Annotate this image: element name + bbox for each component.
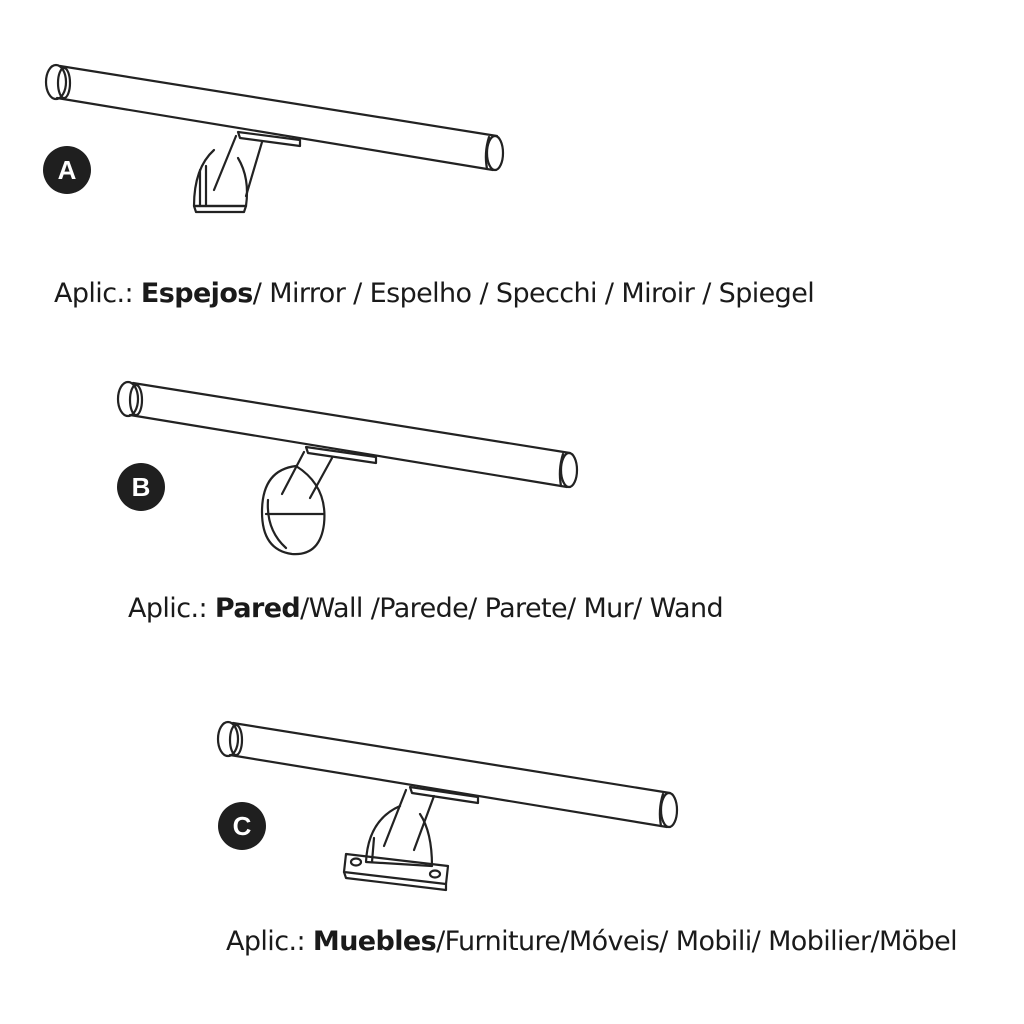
lamp-c-furniture-mount [218, 722, 677, 890]
lamp-b-left-cap [118, 382, 138, 416]
option-c-badge: C [218, 802, 266, 850]
option-b-caption [128, 593, 723, 624]
option-c-caption-prefix: Aplic.: [226, 926, 305, 957]
option-c-primary-application: Muebles [312, 926, 437, 957]
lamp-c-right-cap [661, 793, 677, 827]
option-a-primary-application: Espejos [140, 278, 253, 309]
option-b-translations: /Wall /Parede/ Parete/ Mur/ Wand [300, 593, 723, 624]
lamp-a-tube [57, 66, 497, 170]
option-a-caption-prefix: Aplic.: [54, 278, 133, 309]
option-a-badge: A [43, 146, 91, 194]
option-b-badge: B [117, 463, 165, 511]
option-a-translations: / Mirror / Espelho / Specchi / Miroir / Spiegel [252, 278, 815, 309]
option-c-translations: /Furniture/Móveis/ Mobili/ Mobilier/Möbel [436, 926, 958, 957]
lamp-a-arm [214, 136, 262, 196]
lamp-b-tube [130, 383, 570, 487]
lamp-a-clip [194, 150, 247, 206]
lamp-c-screw-hole-left [351, 859, 361, 866]
option-a-caption [54, 278, 814, 309]
lamp-b-right-cap [561, 453, 577, 487]
lamp-c-tube [230, 723, 670, 827]
option-b-primary-application: Pared [214, 593, 301, 624]
lamp-c-left-cap [218, 722, 238, 756]
lamp-a-left-cap [46, 65, 66, 99]
lamp-a-mirror-mount [46, 65, 503, 212]
lamp-c-screw-hole-right [430, 871, 440, 878]
option-c-caption [226, 926, 957, 957]
lamp-c-arm [384, 790, 434, 850]
lamp-b-wall-mount [118, 382, 577, 554]
option-b-caption-prefix: Aplic.: [128, 593, 207, 624]
lamp-a-right-cap [487, 136, 503, 170]
lamp-b-wall-plate [262, 466, 324, 554]
